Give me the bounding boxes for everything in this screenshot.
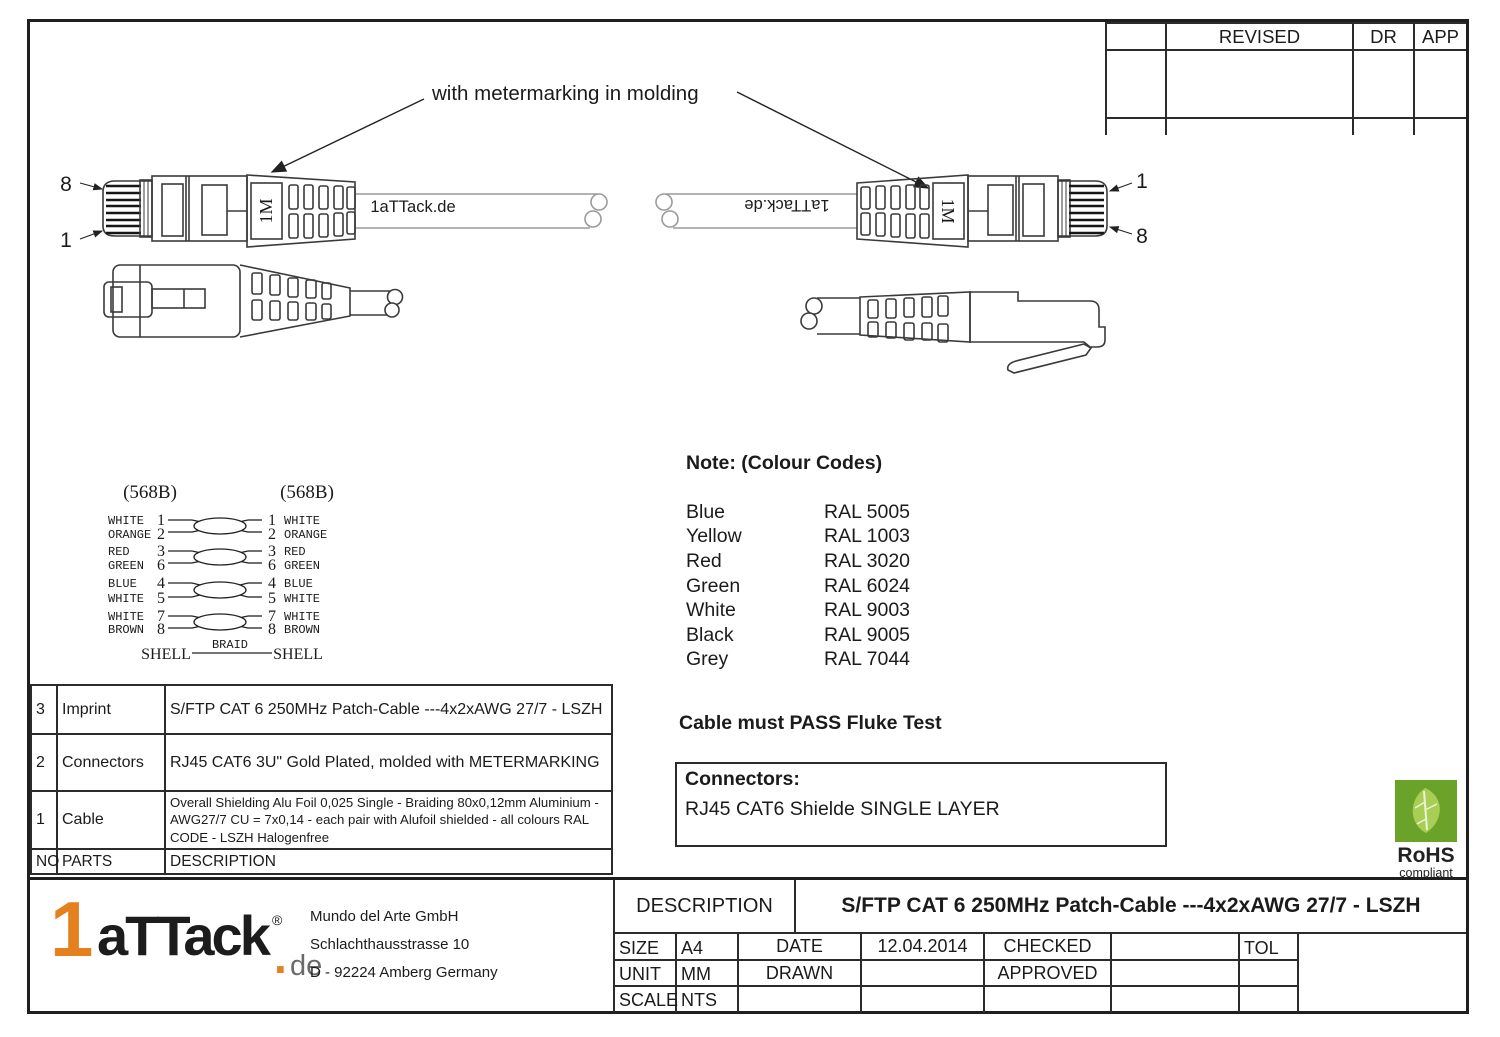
wire-pin: 5 [157, 590, 165, 607]
connectors-box-text: RJ45 CAT6 Shielde [685, 798, 855, 820]
rohs-logo [1390, 780, 1462, 880]
meter-mark-left: 1M [256, 198, 276, 224]
logo-dot: . [274, 931, 287, 983]
revision-header-app: APP [1421, 25, 1460, 47]
colour-code-list [686, 500, 1006, 672]
colour-name: Black [686, 623, 734, 646]
wire-pin: 2 [268, 526, 276, 543]
wire-pin: 4 [268, 575, 276, 592]
date-label: DATE [776, 936, 823, 956]
rohs-leaf-icon [1395, 780, 1457, 842]
part-name: Cable [58, 792, 166, 850]
wire-pin: 2 [157, 526, 165, 543]
wire-label: GREEN [284, 559, 321, 573]
company-city: D - 92224 Amberg Germany [310, 964, 498, 981]
wire-label: RED [108, 545, 130, 559]
colour-code-row [686, 648, 1006, 673]
date-value: 12.04.2014 [877, 936, 968, 956]
fluke-test-note: Cable must PASS Fluke Test [679, 712, 942, 734]
unit-value: MM [681, 964, 711, 984]
title-block [30, 877, 1466, 1010]
unit-label: UNIT [619, 964, 661, 984]
logo-tld: de [290, 950, 323, 982]
company-street: Schlachthausstrasse 10 [310, 936, 470, 953]
wire-label: BLUE [108, 577, 137, 591]
colour-code-row [686, 549, 1006, 574]
wire-pin: 7 [157, 608, 165, 625]
part-no: 3 [32, 686, 58, 735]
colour-code-row [686, 574, 1006, 599]
company-logo [40, 886, 340, 1006]
colour-ral: RAL 3020 [824, 549, 911, 572]
pin-label-left-top: 8 [60, 173, 72, 196]
wire-label: BLUE [284, 577, 313, 591]
parts-footer-parts: PARTS [58, 850, 166, 873]
cable-print-right: 1aTTack.de [744, 196, 830, 214]
wire-pin: 3 [157, 543, 165, 560]
description-label: DESCRIPTION [636, 894, 773, 917]
wire-label: BROWN [108, 623, 145, 637]
colour-code-row [686, 500, 1006, 525]
metermarking-annotation: with metermarking in molding [432, 82, 699, 105]
wire-pin: 3 [268, 543, 276, 560]
pin-label-right-bottom: 8 [1136, 225, 1148, 248]
wire-label: WHITE [284, 610, 321, 624]
parts-footer-no: NO [32, 850, 58, 873]
colour-code-row [686, 623, 1006, 648]
colour-ral: RAL 9003 [824, 599, 911, 622]
cable-print-left: 1aTTack.de [370, 198, 456, 216]
wire-pin: 5 [268, 590, 276, 607]
colour-ral: RAL 6024 [824, 574, 911, 597]
part-name: Connectors [58, 735, 166, 792]
wire-label: RED [284, 545, 306, 559]
note-title: Note: (Colour Codes) [686, 452, 883, 474]
wire-pin: 4 [157, 575, 165, 592]
colour-ral: RAL 5005 [824, 500, 911, 523]
wire-pin: 1 [157, 512, 165, 529]
wire-pin: 6 [157, 557, 165, 574]
parts-footer-description: DESCRIPTION [170, 852, 276, 870]
colour-code-row [686, 525, 1006, 550]
pin-label-right-top: 1 [1136, 170, 1148, 193]
colour-name: Blue [686, 500, 726, 523]
size-value: A4 [681, 938, 704, 958]
colour-name: Grey [686, 648, 729, 671]
parts-table [30, 684, 613, 875]
connectors-box-text2: SINGLE LAYER [860, 798, 1000, 820]
colour-name: Red [686, 549, 722, 572]
part-name: Imprint [58, 686, 166, 735]
connectors-box-title: Connectors: [685, 768, 800, 790]
scale-value: NTS [681, 990, 717, 1010]
part-no: 2 [32, 735, 58, 792]
rohs-title: RoHS [1397, 844, 1455, 867]
drawing-title: S/FTP CAT 6 250MHz Patch-Cable ---4x2xAWG 27/7 - LSZH [841, 894, 1421, 917]
colour-code-row [686, 598, 1006, 623]
connectors-box [675, 762, 1167, 847]
scale-label: SCALE [619, 990, 679, 1010]
wire-pin: 6 [268, 557, 276, 574]
registered-mark-icon: ® [272, 912, 283, 928]
part-no: 1 [32, 792, 58, 850]
shell-right: SHELL [273, 646, 323, 663]
shell-left: SHELL [141, 646, 191, 663]
checked-label: CHECKED [1003, 936, 1092, 956]
colour-name: White [686, 599, 736, 622]
wire-label: WHITE [108, 610, 145, 624]
wiring-header-left: (568B) [123, 482, 177, 503]
size-label: SIZE [619, 938, 660, 958]
approved-label: APPROVED [997, 962, 1098, 983]
wire-pin: 8 [157, 621, 165, 638]
meter-mark-right: 1M [938, 198, 958, 224]
drawn-label: DRAWN [765, 962, 834, 983]
wire-pin: 1 [268, 512, 276, 529]
logo-one: 1 [50, 885, 94, 973]
wire-pin: 8 [268, 621, 276, 638]
rohs-subtitle: compliant [1399, 866, 1453, 881]
pin-label-left-bottom: 1 [60, 229, 72, 252]
part-desc: Overall Shielding Alu Foil 0,025 Single - Braiding 80x0,12mm Aluminium - AWG27/7 CU = 7x0,14 - each pair with Alufoil shielded - all colours RAL CODE - LSZH Halogenfree [166, 792, 611, 850]
wire-label: ORANGE [284, 528, 328, 542]
revision-header-revised: REVISED [1218, 25, 1301, 47]
colour-ral: RAL 7044 [824, 648, 911, 671]
colour-name: Yellow [686, 525, 742, 548]
logo-word: aTTack [97, 904, 268, 967]
wire-label: GREEN [108, 559, 145, 573]
part-desc: RJ45 CAT6 3U" Gold Plated, molded with METERMARKING [166, 735, 611, 792]
colour-ral: RAL 9005 [824, 623, 911, 646]
revision-table [1105, 22, 1466, 135]
company-name: Mundo del Arte GmbH [310, 908, 459, 925]
revision-header-dr: DR [1370, 25, 1397, 47]
braid-label: BRAID [211, 638, 249, 652]
wire-label: WHITE [284, 514, 321, 528]
wire-label: ORANGE [108, 528, 152, 542]
wire-label: WHITE [108, 592, 145, 606]
part-desc: S/FTP CAT 6 250MHz Patch-Cable ---4x2xAWG 27/7 - LSZH [166, 686, 611, 735]
wire-label: WHITE [284, 592, 321, 606]
tol-label: TOL [1244, 938, 1279, 958]
wire-pin: 7 [268, 608, 276, 625]
wiring-header-right: (568B) [280, 482, 334, 503]
wire-label: BROWN [284, 623, 321, 637]
wire-label: WHITE [108, 514, 145, 528]
colour-name: Green [686, 574, 741, 597]
colour-ral: RAL 1003 [824, 525, 911, 548]
